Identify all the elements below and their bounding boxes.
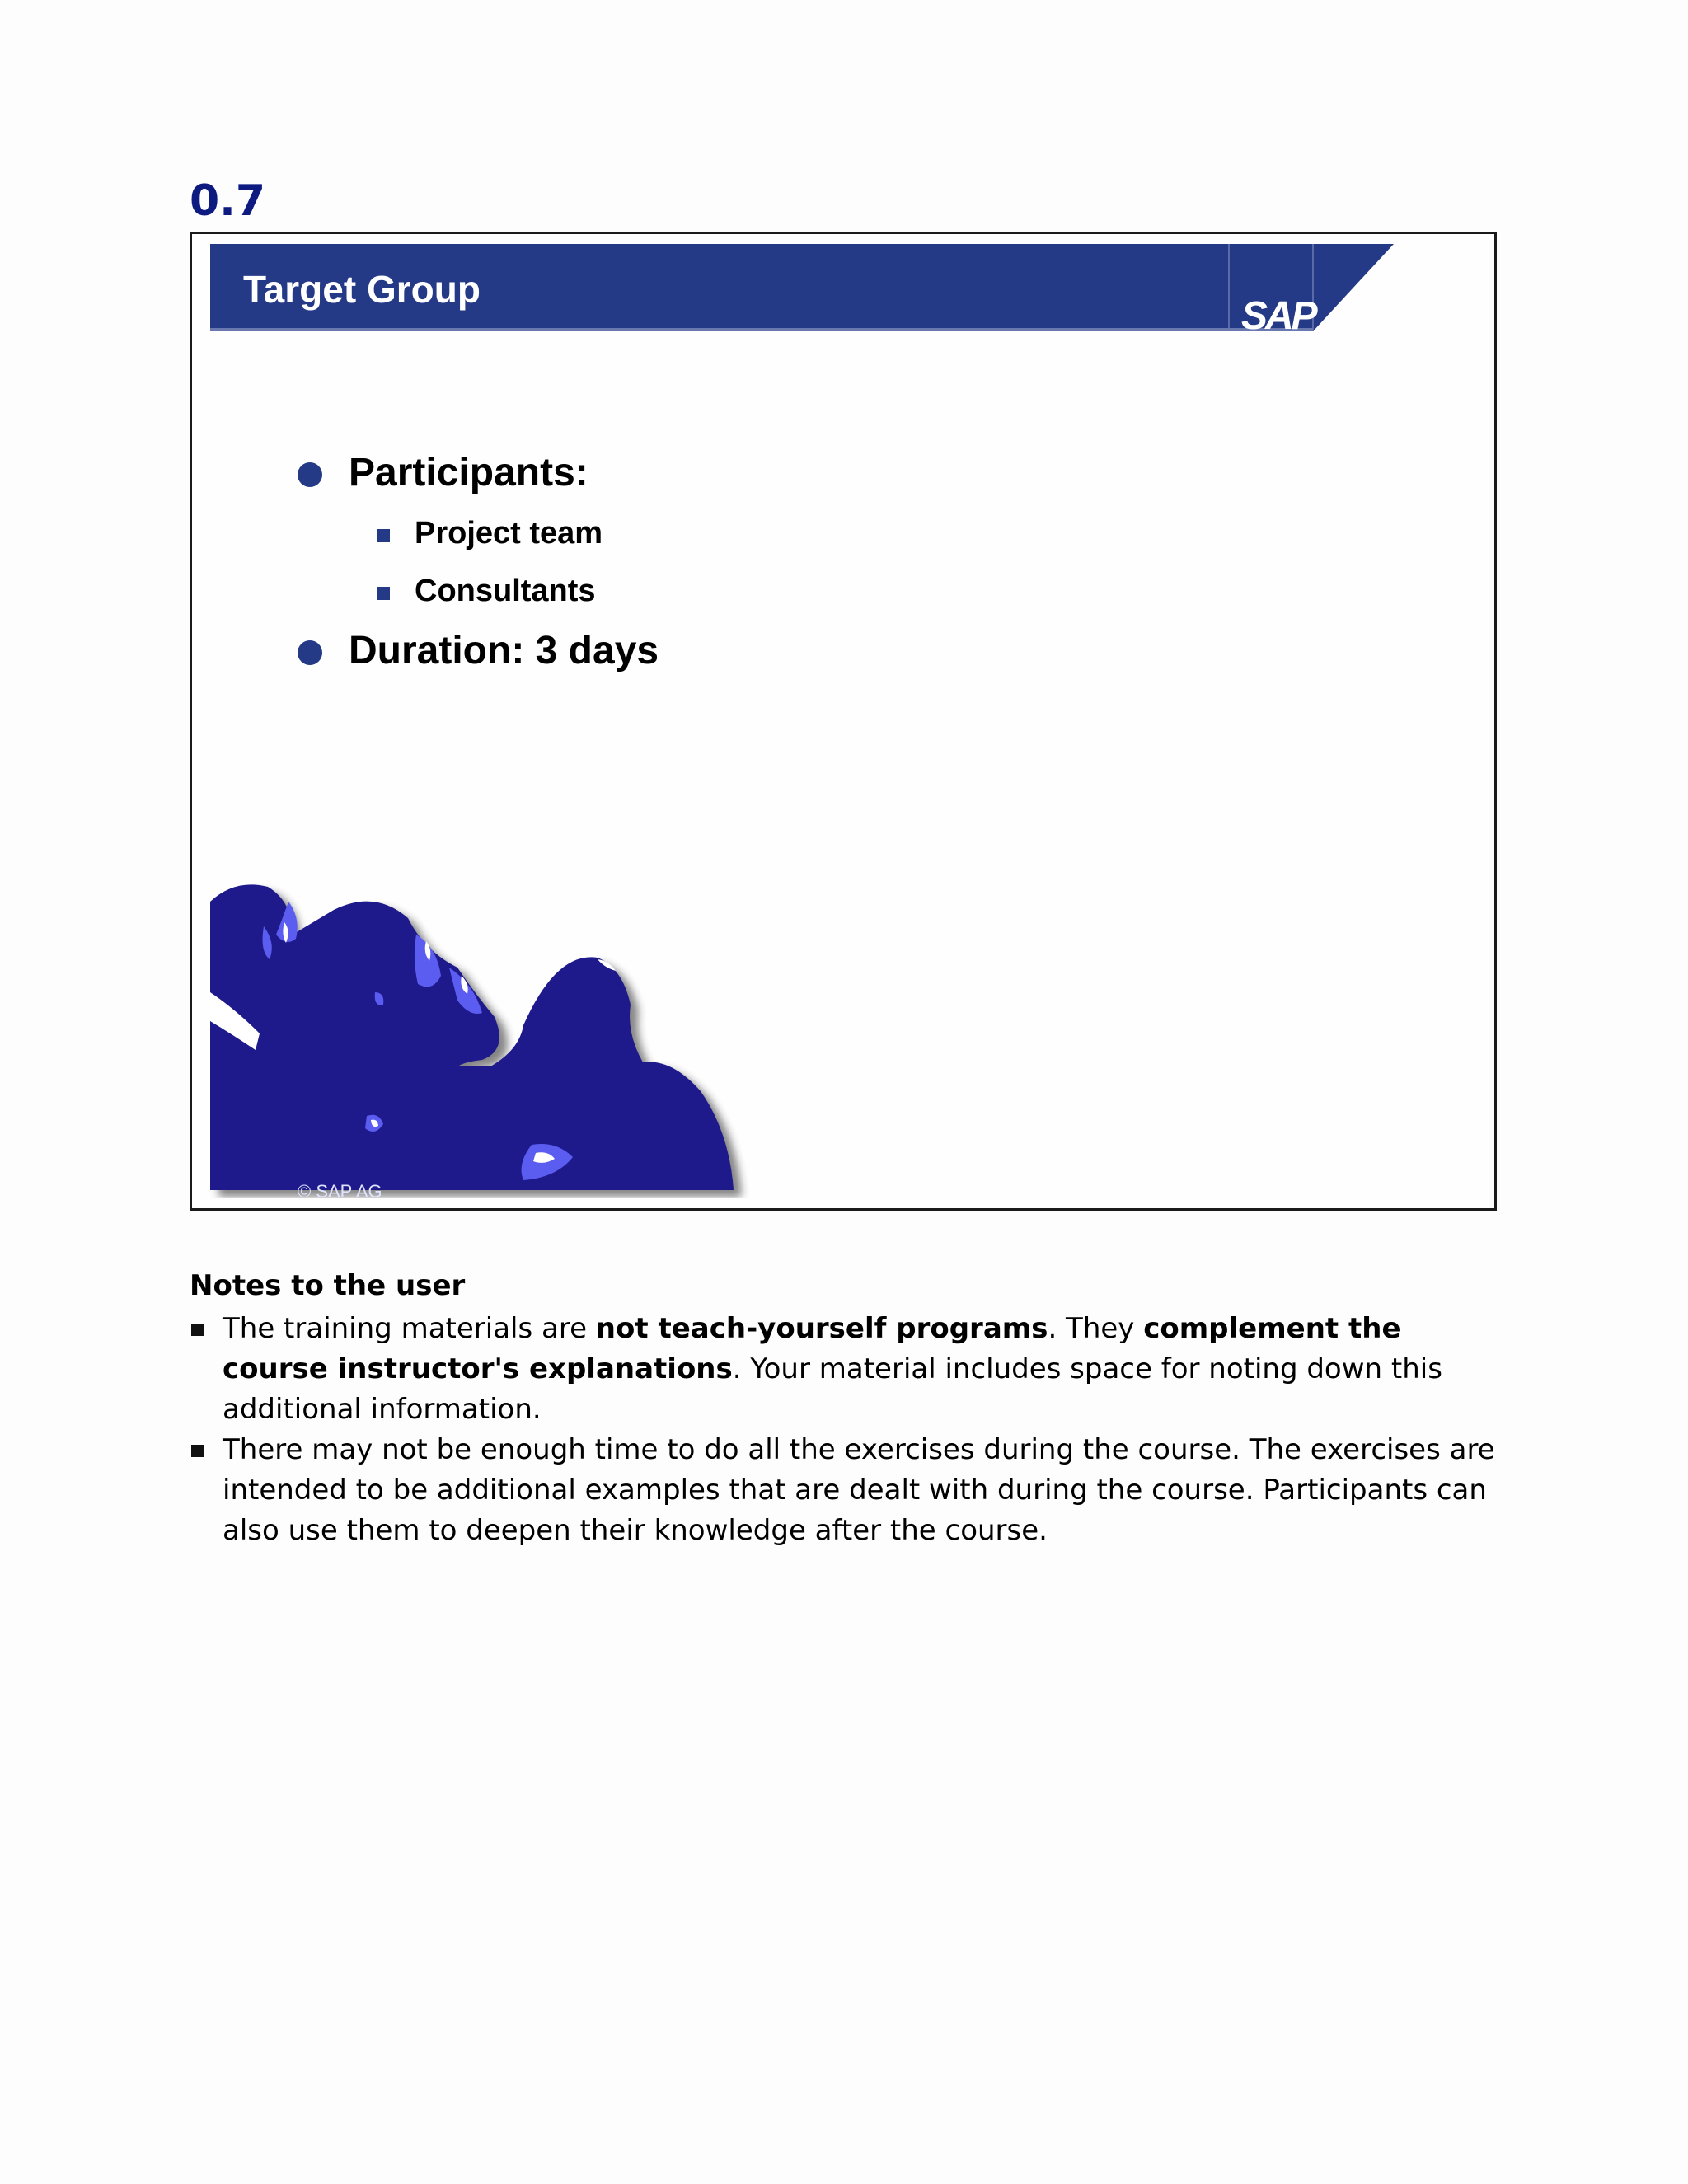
note-bold-text: complement the course instructor's explanations [223, 1312, 1401, 1385]
bullet-dot-icon [298, 462, 322, 487]
square-bullet-icon [377, 529, 390, 542]
note-bold-text: not teach-yourself programs [595, 1312, 1048, 1345]
bullet-text: Participants: [349, 451, 588, 494]
note-text: . Your material includes space for noting down this additional information. [223, 1352, 1442, 1426]
sub-bullet-text: Project team [415, 516, 603, 551]
bullet-dot-icon [298, 640, 322, 665]
section-number: 0.7 [190, 176, 266, 226]
note-text: The training materials are [223, 1312, 596, 1345]
square-bullet-icon [191, 1445, 204, 1457]
note-item [190, 1430, 1508, 1551]
copyright-text: © SAP AG [298, 1181, 382, 1202]
bullet-text: Duration: 3 days [349, 629, 659, 673]
square-bullet-icon [191, 1324, 204, 1336]
sap-logo: SAP [1241, 294, 1315, 338]
notes-section [190, 1269, 1508, 1551]
slide [190, 232, 1497, 1211]
square-bullet-icon [377, 587, 390, 600]
people-silhouette-image [210, 869, 870, 1198]
notes-title: Notes to the user [190, 1269, 466, 1302]
sub-bullet-text: Consultants [415, 574, 596, 608]
note-text: There may not be enough time to do all the exercises during the course. The exercises are intended to be additional examples that are dealt with during the course. Participants can also use them to deepen their knowledge after the course. [223, 1433, 1495, 1547]
slide-title: Target Group [243, 268, 481, 311]
title-bar [210, 244, 1412, 338]
note-text: . They [1048, 1312, 1144, 1345]
note-item [190, 1309, 1508, 1430]
